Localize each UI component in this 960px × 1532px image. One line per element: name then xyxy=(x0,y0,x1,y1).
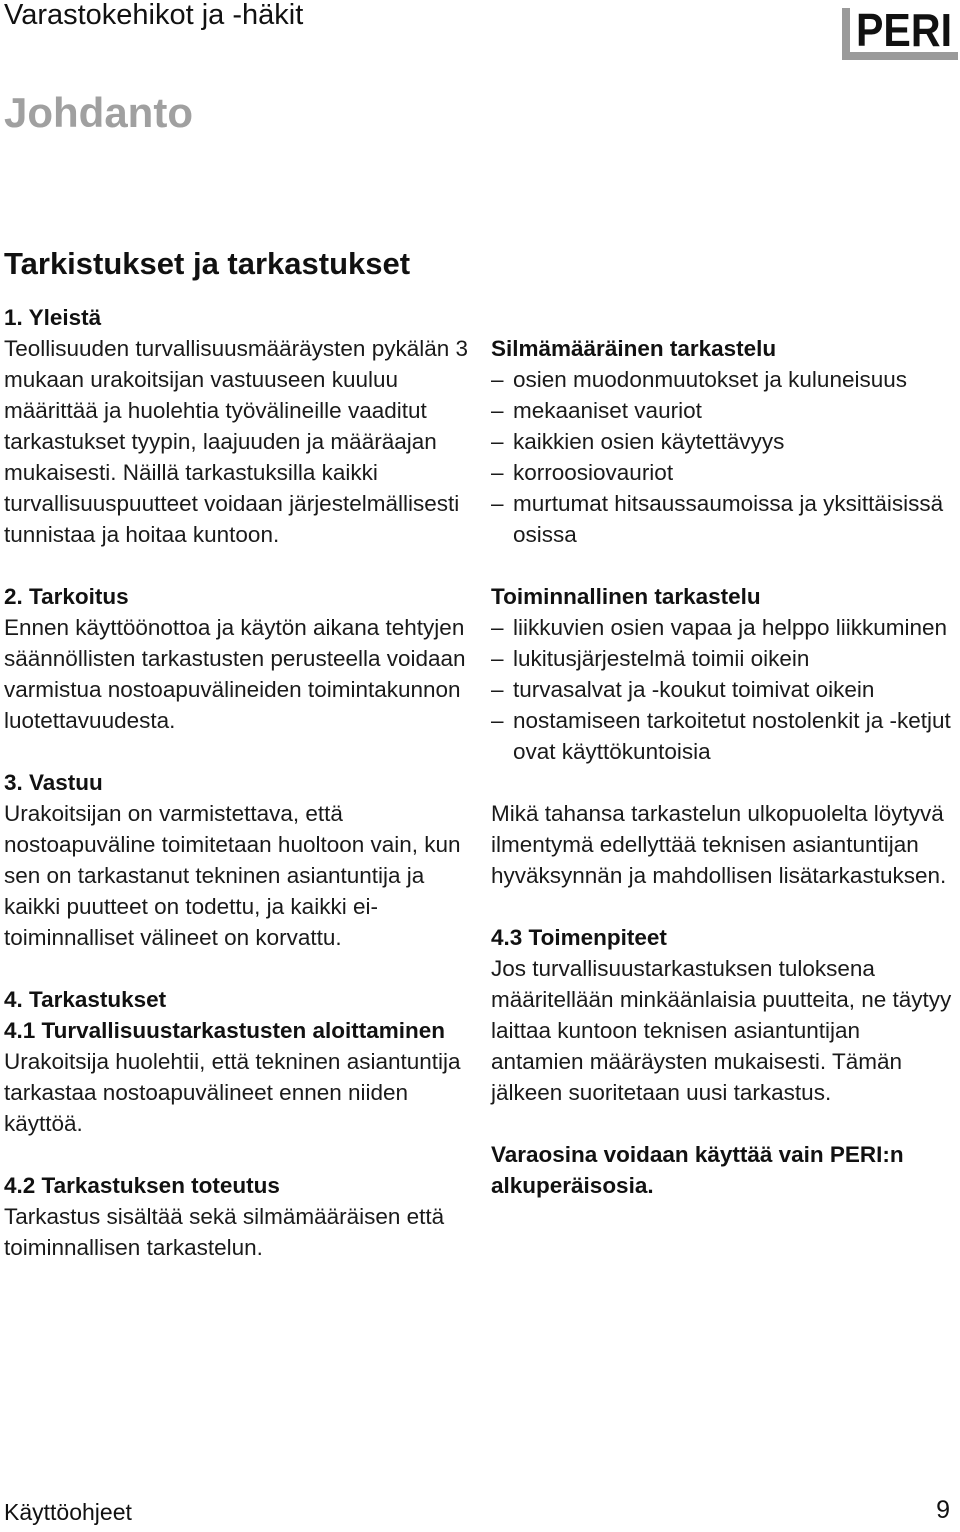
section-inspection-execution xyxy=(4,1170,468,1263)
document-header-title: Varastokehikot ja -häkit xyxy=(4,0,304,31)
functional-inspection-list xyxy=(491,612,957,767)
list-item: – nostamiseen tarkoitetut nostolenkit ja -ketjut ovat käyttökuntoisia xyxy=(491,705,957,767)
list-item: – lukitusjärjestelmä toimii oikein xyxy=(491,643,957,674)
subsection-heading: 4.2 Tarkastuksen toteutus xyxy=(4,1173,280,1198)
list-item: – turvasalvat ja -koukut toimivat oikein xyxy=(491,674,957,705)
list-item: – mekaaniset vauriot xyxy=(491,395,957,426)
section-heading: 2. Tarkoitus xyxy=(4,584,129,609)
section-general xyxy=(4,302,468,550)
section-body: Teollisuuden turvallisuusmääräysten pykälän 3 mukaan urakoitsijan vastuuseen kuuluu määrittää ja huolehtia työvälineille vaaditut tarkastukset tyypin, laajuuden ja määräajan mukaisesti. Näillä tarkastuksilla kaikki turvallisuuspuutteet voidaan järjestelmällisesti tunnistaa ja hoitaa kuntoon. xyxy=(4,336,469,547)
section-body: Ennen käyttöönottoa ja käytön aikana tehtyjen säännöllisten tarkastusten perusteella voidaan varmistua nostoapuvälineiden toimintakunnon luotettavuudesta. xyxy=(4,615,466,733)
section-heading: 4. Tarkastukset xyxy=(4,987,167,1012)
additional-paragraph xyxy=(491,798,957,891)
functional-inspection xyxy=(491,581,957,767)
section-body: Urakoitsija huolehtii, että tekninen asiantuntija tarkastaa nostoapuvälineet ennen niiden käyttöä. xyxy=(4,1049,461,1136)
section-actions xyxy=(491,922,957,1108)
list-item: – murtumat hitsaussaumoissa ja yksittäisissä osissa xyxy=(491,488,957,550)
list-item: – korroosiovauriot xyxy=(491,457,957,488)
page-subtitle: Tarkistukset ja tarkastukset xyxy=(4,246,411,281)
section-heading: 1. Yleistä xyxy=(4,305,102,330)
list-item: – osien muodonmuutokset ja kuluneisuus xyxy=(491,364,957,395)
section-title: Johdanto xyxy=(4,89,193,136)
section-purpose xyxy=(4,581,468,736)
section-heading: 3. Vastuu xyxy=(4,770,103,795)
spare-parts-notice xyxy=(491,1139,957,1201)
section-body: Jos turvallisuustarkastuksen tuloksena määritellään minkäänlaisia puutteita, ne täytyy laittaa kuntoon teknisen asiantuntijan antamien määräysten mukaisesti. Tämän jälkeen suoritetaan uusi tarkastus. xyxy=(491,956,952,1105)
section-body: Mikä tahansa tarkastelun ulkopuolelta löytyvä ilmentymä edellyttää teknisen asiantuntijan hyväksynnän ja mahdollisen lisätarkastuksen. xyxy=(491,801,947,888)
section-responsibility xyxy=(4,767,468,953)
visual-inspection-list xyxy=(491,364,957,550)
section-inspections xyxy=(4,984,468,1139)
section-heading: Toiminnallinen tarkastelu xyxy=(491,584,761,609)
list-item: – kaikkien osien käytettävyys xyxy=(491,426,957,457)
subsection-heading: 4.3 Toimenpiteet xyxy=(491,925,667,950)
left-column xyxy=(4,302,468,1294)
notice-text: Varaosina voidaan käyttää vain PERI:n alkuperäisosia. xyxy=(491,1142,904,1198)
section-body: Urakoitsijan on varmistettava, että nostoapuväline toimitetaan huoltoon vain, kun sen on tarkastanut tekninen asiantuntija ja kaikki puutteet on todettu, ja kaikki ei-toiminnalliset välineet on korvattu. xyxy=(4,801,461,950)
right-column xyxy=(491,333,957,1232)
peri-logo xyxy=(842,2,958,60)
footer-document-name: Käyttöohjeet xyxy=(4,1499,132,1525)
subsection-heading: 4.1 Turvallisuustarkastusten aloittaminen xyxy=(4,1018,445,1043)
section-heading: Silmämääräinen tarkastelu xyxy=(491,336,777,361)
list-item: – liikkuvien osien vapaa ja helppo liikkuminen xyxy=(491,612,957,643)
visual-inspection xyxy=(491,333,957,550)
section-body: Tarkastus sisältää sekä silmämääräisen että toiminnallisen tarkastelun. xyxy=(4,1204,445,1260)
page-number: 9 xyxy=(936,1496,950,1524)
svg-text:PERI: PERI xyxy=(856,4,952,56)
